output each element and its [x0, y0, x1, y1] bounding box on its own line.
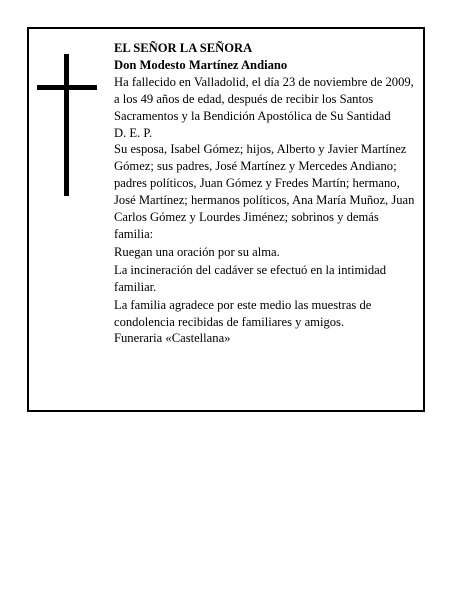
cross-horizontal-bar: [37, 85, 97, 90]
cremation-note: La incineración del cadáver se efectuó en la intimidad familiar.: [114, 262, 387, 294]
thanks-note: La familia agradece por este medio las muestras de condolencia recibidas de familiares y amigos.: [114, 297, 372, 329]
rip-line: D. E. P.: [114, 125, 153, 140]
family-list: Su esposa, Isabel Gómez; hijos, Alberto y Javier Martínez Gómez; sus padres, José Martínez y Mercedes Andiano; padres políticos, Juan Gómez y Fredes Martín; hermano, José Martínez; hermanos políticos, Ana María Muñoz, Juan Carlos Gómez y Lourdes Jiménez; sobrinos y demás familia:: [114, 142, 415, 241]
cross-icon: [37, 54, 97, 196]
notice-heading: EL SEÑOR LA SEÑORA: [114, 41, 253, 55]
obituary-text: [114, 40, 420, 347]
death-announcement: Ha fallecido en Valladolid, el día 23 de noviembre de 2009, a los 49 años de edad, después de recibir los Santos Sacramentos y la Bendición Apostólica de Su Santidad: [114, 74, 414, 123]
prayer-request: Ruegan una oración por su alma.: [114, 244, 280, 259]
deceased-name: Don Modesto Martínez Andiano: [114, 57, 288, 72]
cross-vertical-bar: [64, 54, 69, 196]
funeral-home: Funeraria «Castellana»: [114, 331, 231, 346]
